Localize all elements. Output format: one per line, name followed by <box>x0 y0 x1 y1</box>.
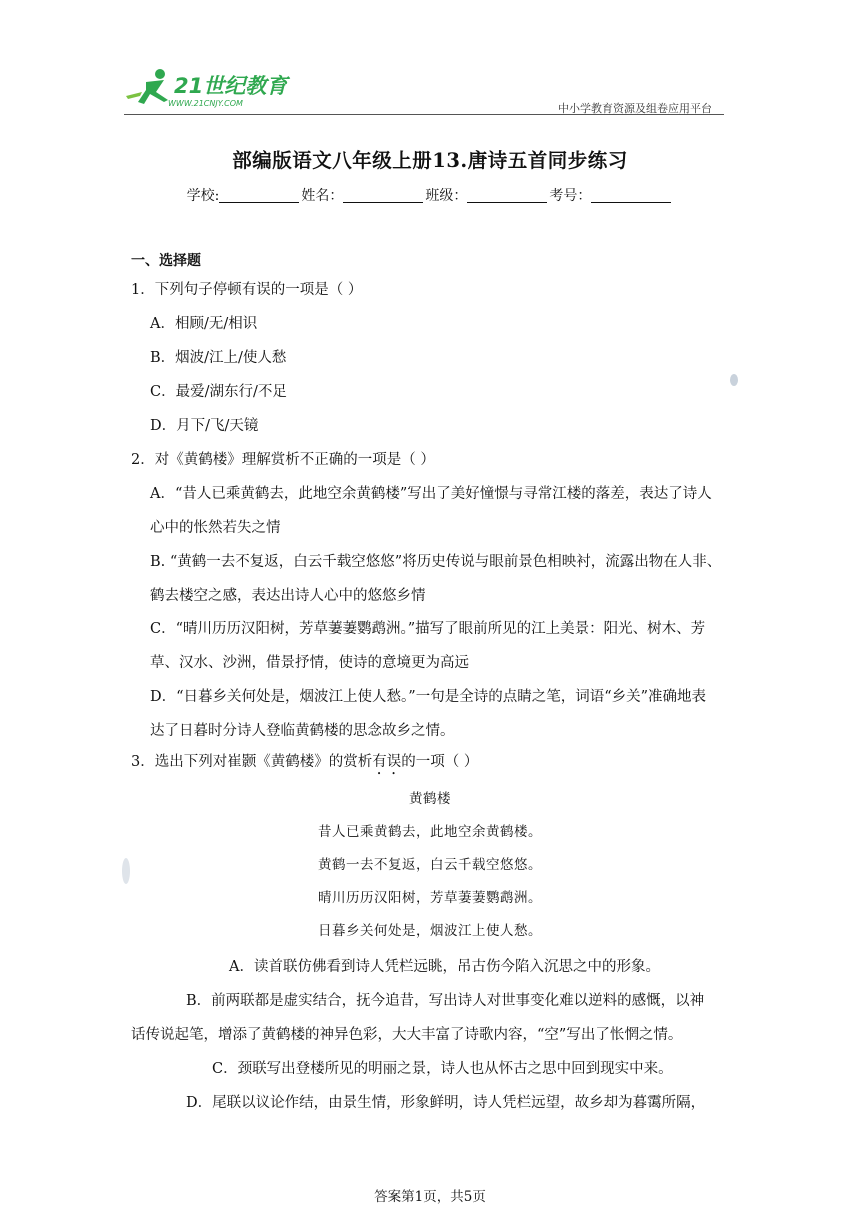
q2-option-b-line2: 鹤去楼空之感，表达出诗人心中的悠悠乡情 <box>150 588 426 604</box>
scan-artifact <box>122 858 130 884</box>
q1-option-c: C．最爱/湖东行/不足 <box>150 384 287 400</box>
student-info-line <box>0 185 860 205</box>
school-blank <box>219 188 299 203</box>
exam-number-label: 考号： <box>549 188 592 204</box>
page-footer: 答案第1页，共5页 <box>374 1189 486 1205</box>
poem-line: 日暮乡关何处是，烟波江上使人愁。 <box>318 923 542 939</box>
class-blank <box>467 188 547 203</box>
poem-line: 晴川历历汉阳树，芳草萋萋鹦鹉洲。 <box>318 890 542 906</box>
logo-21cnjy <box>124 66 294 110</box>
logo-text: 21世纪教育 <box>174 74 288 98</box>
q3-option-b-line2: 话传说起笔，增添了黄鹤楼的神异色彩，大大丰富了诗歌内容，“空”写出了怅惘之情。 <box>131 1027 683 1043</box>
q2-option-c-line1: C．“晴川历历汉阳树，芳草萋萋鹦鹉洲。”描写了眼前所见的江上美景：阳光、树木、芳 <box>150 621 706 637</box>
q2-option-a-line1: A．“昔人已乘黄鹤去，此地空余黄鹤楼”写出了美好憧憬与寻常江楼的落差，表达了诗人 <box>150 486 712 502</box>
q2-option-a-line2: 心中的怅然若失之情 <box>150 520 281 536</box>
q1-stem: 1．下列句子停顿有误的一项是（ ） <box>131 282 363 298</box>
q3-stem <box>131 750 478 778</box>
header-divider <box>124 114 724 115</box>
name-blank <box>343 188 423 203</box>
q3-option-c: C．颈联写出登楼所见的明丽之景，诗人也从怀古之思中回到现实中来。 <box>212 1061 673 1077</box>
logo-url: WWW.21CNJY.COM <box>168 99 243 108</box>
poem-line: 黄鹤一去不复返，白云千载空悠悠。 <box>318 857 542 873</box>
q3-option-d: D．尾联以议论作结，由景生情，形象鲜明，诗人凭栏远望，故乡却为暮霭所隔， <box>186 1095 706 1111</box>
class-label: 班级： <box>425 188 468 204</box>
q2-option-b-line1: B. “黄鹤一去不复返，白云千载空悠悠”将历史传说与眼前景色相映衬，流露出物在人非、 <box>150 554 722 570</box>
document-title: 部编版语文八年级上册13.唐诗五首同步练习 <box>232 149 628 172</box>
q2-stem: 2．对《黄鹤楼》理解赏析不正确的一项是（ ） <box>131 452 435 468</box>
q3-stem-text: 3．选出下列对崔颢《黄鹤楼》的赏析 <box>131 754 373 770</box>
page-header <box>124 64 724 116</box>
q2-option-d-line2: 达了日暮时分诗人登临黄鹤楼的思念故乡之情。 <box>150 723 455 739</box>
q3-option-b-line1: B．前两联都是虚实结合，抚今追昔，写出诗人对世事变化难以逆料的感慨，以神 <box>186 993 705 1009</box>
q2-option-d-line1: D．“日暮乡关何处是，烟波江上使人愁。”一句是全诗的点睛之笔，词语“乡关”准确地表 <box>150 689 707 705</box>
q1-option-b: B．烟波/江上/使人愁 <box>150 350 287 366</box>
school-label: 学校: <box>186 188 220 204</box>
site-name: 中小学教育资源及组卷应用平台 <box>558 102 712 115</box>
name-label: 姓名： <box>301 188 344 204</box>
q2-option-c-line2: 草、汉水、沙洲，借景抒情，使诗的意境更为高远 <box>150 655 469 671</box>
q1-option-d: D．月下/飞/天镜 <box>150 418 259 434</box>
q1-option-a: A．相顾/无/相识 <box>150 316 258 332</box>
scan-artifact <box>730 374 738 386</box>
poem-title: 黄鹤楼 <box>409 791 451 807</box>
q3-stem-tail: 的一项（ ） <box>401 754 479 770</box>
poem-line: 昔人已乘黄鹤去，此地空余黄鹤楼。 <box>318 824 542 840</box>
q3-option-a: A．读首联仿佛看到诗人凭栏远眺，吊古伤今陷入沉思之中的形象。 <box>229 959 660 975</box>
exam-number-blank <box>591 188 671 203</box>
q3-stem-emphasis: 有误 <box>372 754 402 770</box>
section-title: 一、选择题 <box>131 253 201 269</box>
